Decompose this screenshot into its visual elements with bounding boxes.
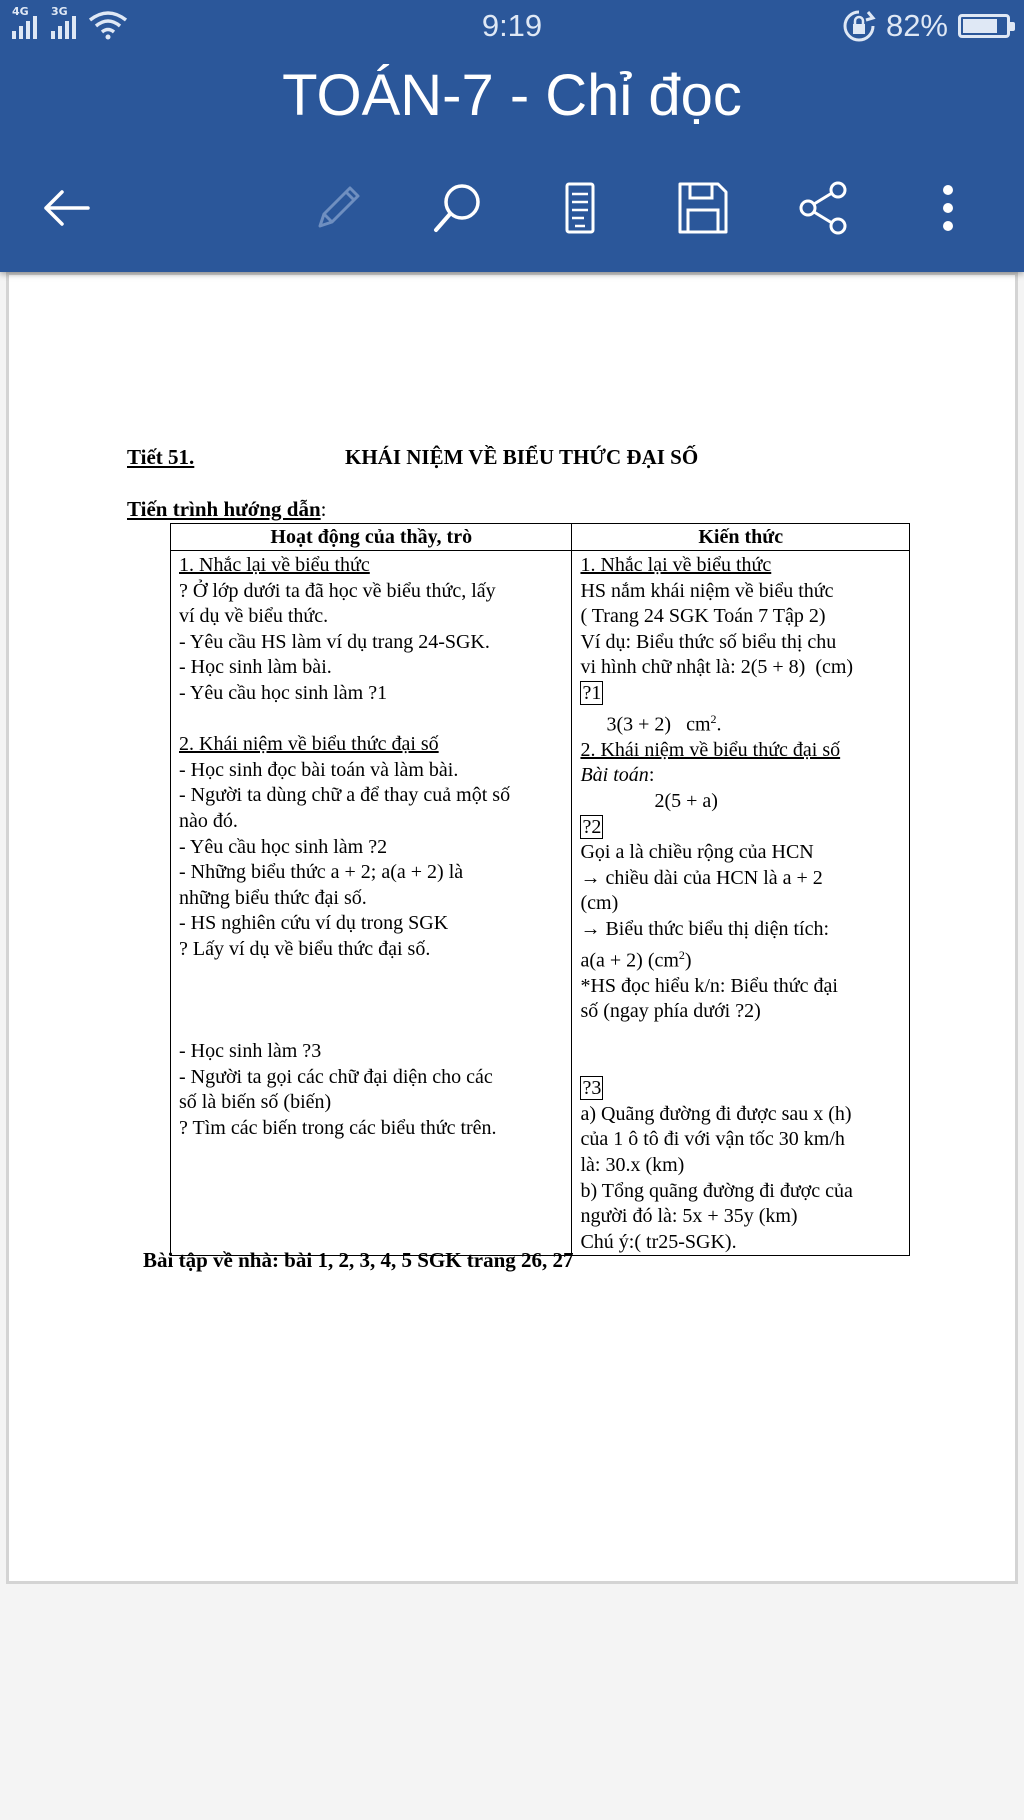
text-line: *HS đọc hiểu k/n: Biểu thức đại (580, 974, 838, 997)
expression-line: 2(5 + a) (654, 790, 718, 812)
text-line: là: 30.x (km) (580, 1153, 685, 1176)
battery-percent: 82% (885, 8, 948, 43)
status-time: 9:19 (481, 8, 543, 43)
lesson-number: Tiết 51. (127, 445, 195, 469)
text-line: → Biểu thức biểu thị diện tích: (580, 917, 830, 940)
mobile-view-button[interactable] (542, 170, 618, 246)
text-line: ? Tìm các biến trong các biểu thức trên. (179, 1117, 497, 1140)
knowledge-cell (572, 551, 910, 1256)
section-heading: 1. Nhắc lại về biểu thức (179, 554, 370, 576)
back-arrow-icon (36, 178, 96, 238)
text-line: ( Trang 24 SGK Toán 7 Tập 2) (580, 605, 826, 628)
mobile-view-icon (550, 178, 610, 238)
text-line: (cm) (580, 892, 619, 915)
text-line: Ví dụ: Biểu thức số biểu thị chu (580, 630, 837, 653)
text-line: - Yêu cầu HS làm ví dụ trang 24-SGK. (179, 630, 490, 653)
table-header-row (171, 524, 910, 551)
lesson-title: KHÁI NIỆM VỀ BIỂU THỨC ĐẠI SỐ (345, 445, 699, 469)
table-row (171, 551, 910, 1256)
blank-line (179, 707, 563, 733)
text-line: - Học sinh làm ?3 (179, 1040, 322, 1063)
text-line: Gọi a là chiều rộng của HCN (580, 841, 814, 864)
search-button[interactable] (420, 170, 496, 246)
network-type-label: 4G (12, 5, 29, 18)
section-heading: 2. Khái niệm về biểu thức đại số (580, 738, 841, 761)
text-line: ? Ở lớp dưới ta đã học về biểu thức, lấy (179, 579, 496, 602)
activities-cell (171, 551, 572, 1256)
lesson-table (170, 523, 910, 1256)
document-page[interactable] (6, 272, 1018, 1584)
blank-line (179, 988, 563, 1014)
text-line: của 1 ô tô đi với vận tốc 30 km/h (580, 1128, 845, 1151)
text-line: - Yêu cầu học sinh làm ?2 (179, 835, 388, 858)
battery-icon (958, 14, 1010, 38)
text-line: nào đó. (179, 809, 238, 832)
share-icon (794, 178, 854, 238)
edit-button[interactable] (298, 170, 374, 246)
text-line: a(a + 2) $(cm^2)$ (580, 947, 692, 972)
blank-line (580, 1051, 901, 1077)
text-line: người đó là: 5x + 35y (km) (580, 1205, 798, 1228)
text-line: a) Quãng đường đi được sau x (h) (580, 1102, 852, 1125)
text-line: → chiều dài của HCN là a + 2 (580, 866, 823, 889)
text-line: - Những biểu thức a + 2; a(a + 2) là (179, 861, 464, 884)
text-line: b) Tổng quãng đường đi được của (580, 1179, 853, 1202)
save-icon (672, 178, 732, 238)
question-marker: ?3 (582, 1077, 602, 1100)
save-button[interactable] (664, 170, 740, 246)
text-line: Chú ý:( tr25-SGK). (580, 1230, 737, 1253)
text-line: HS nắm khái niệm về biểu thức (580, 579, 834, 602)
status-bar (0, 0, 1024, 54)
column-header-knowledge: Kiến thức (572, 524, 910, 551)
question-marker: ?1 (582, 681, 602, 704)
text-line: - HS nghiên cứu ví dụ trong SGK (179, 912, 449, 935)
question-marker: ?2 (582, 815, 602, 838)
blank-line (179, 1014, 563, 1040)
answer-line: 3(3 + 2) $cm^2$. (606, 711, 722, 736)
text-line: - Yêu cầu học sinh làm ?1 (179, 681, 388, 704)
text-line: - Người ta gọi các chữ đại diện cho các (179, 1065, 493, 1088)
text-line: - Học sinh đọc bài toán và làm bài. (179, 758, 459, 781)
network-type-label: 3G (51, 5, 68, 18)
more-options-button[interactable] (910, 170, 986, 246)
progress-label: Tiến trình hướng dẫn: (127, 497, 327, 521)
text-line: số là biến số (biến) (179, 1091, 332, 1114)
text-line: - Học sinh làm bài. (179, 656, 332, 679)
share-button[interactable] (786, 170, 862, 246)
app-header (0, 0, 1024, 272)
text-line: ? Lấy ví dụ về biểu thức đại số. (179, 937, 431, 960)
text-line: những biểu thức đại số. (179, 886, 367, 909)
edit-pencil-icon (306, 178, 366, 238)
text-line: Bài toán: (580, 764, 655, 787)
back-button[interactable] (28, 170, 104, 246)
text-line: số (ngay phía dưới ?2) (580, 1000, 761, 1023)
text-line: ví dụ về biểu thức. (179, 605, 329, 628)
search-icon (428, 178, 488, 238)
rotation-lock-icon (842, 9, 876, 43)
text-line: vi hình chữ nhật là: 2(5 + 8) (cm) (580, 656, 854, 679)
homework-line: Bài tập về nhà: bài 1, 2, 3, 4, 5 SGK trang 26, 27 (143, 1248, 574, 1272)
document-title: TOÁN-7 - Chỉ đọc (282, 63, 742, 128)
column-header-activities: Hoạt động của thầy, trò (171, 524, 572, 551)
section-heading: 2. Khái niệm về biểu thức đại số (179, 733, 439, 756)
toolbar (0, 170, 1024, 246)
text-line: - Người ta dùng chữ a để thay cuả một số (179, 784, 511, 807)
section-heading: 1. Nhắc lại về biểu thức (580, 554, 772, 576)
blank-line (179, 963, 563, 989)
more-options-icon (918, 178, 978, 238)
blank-line (580, 1025, 901, 1051)
